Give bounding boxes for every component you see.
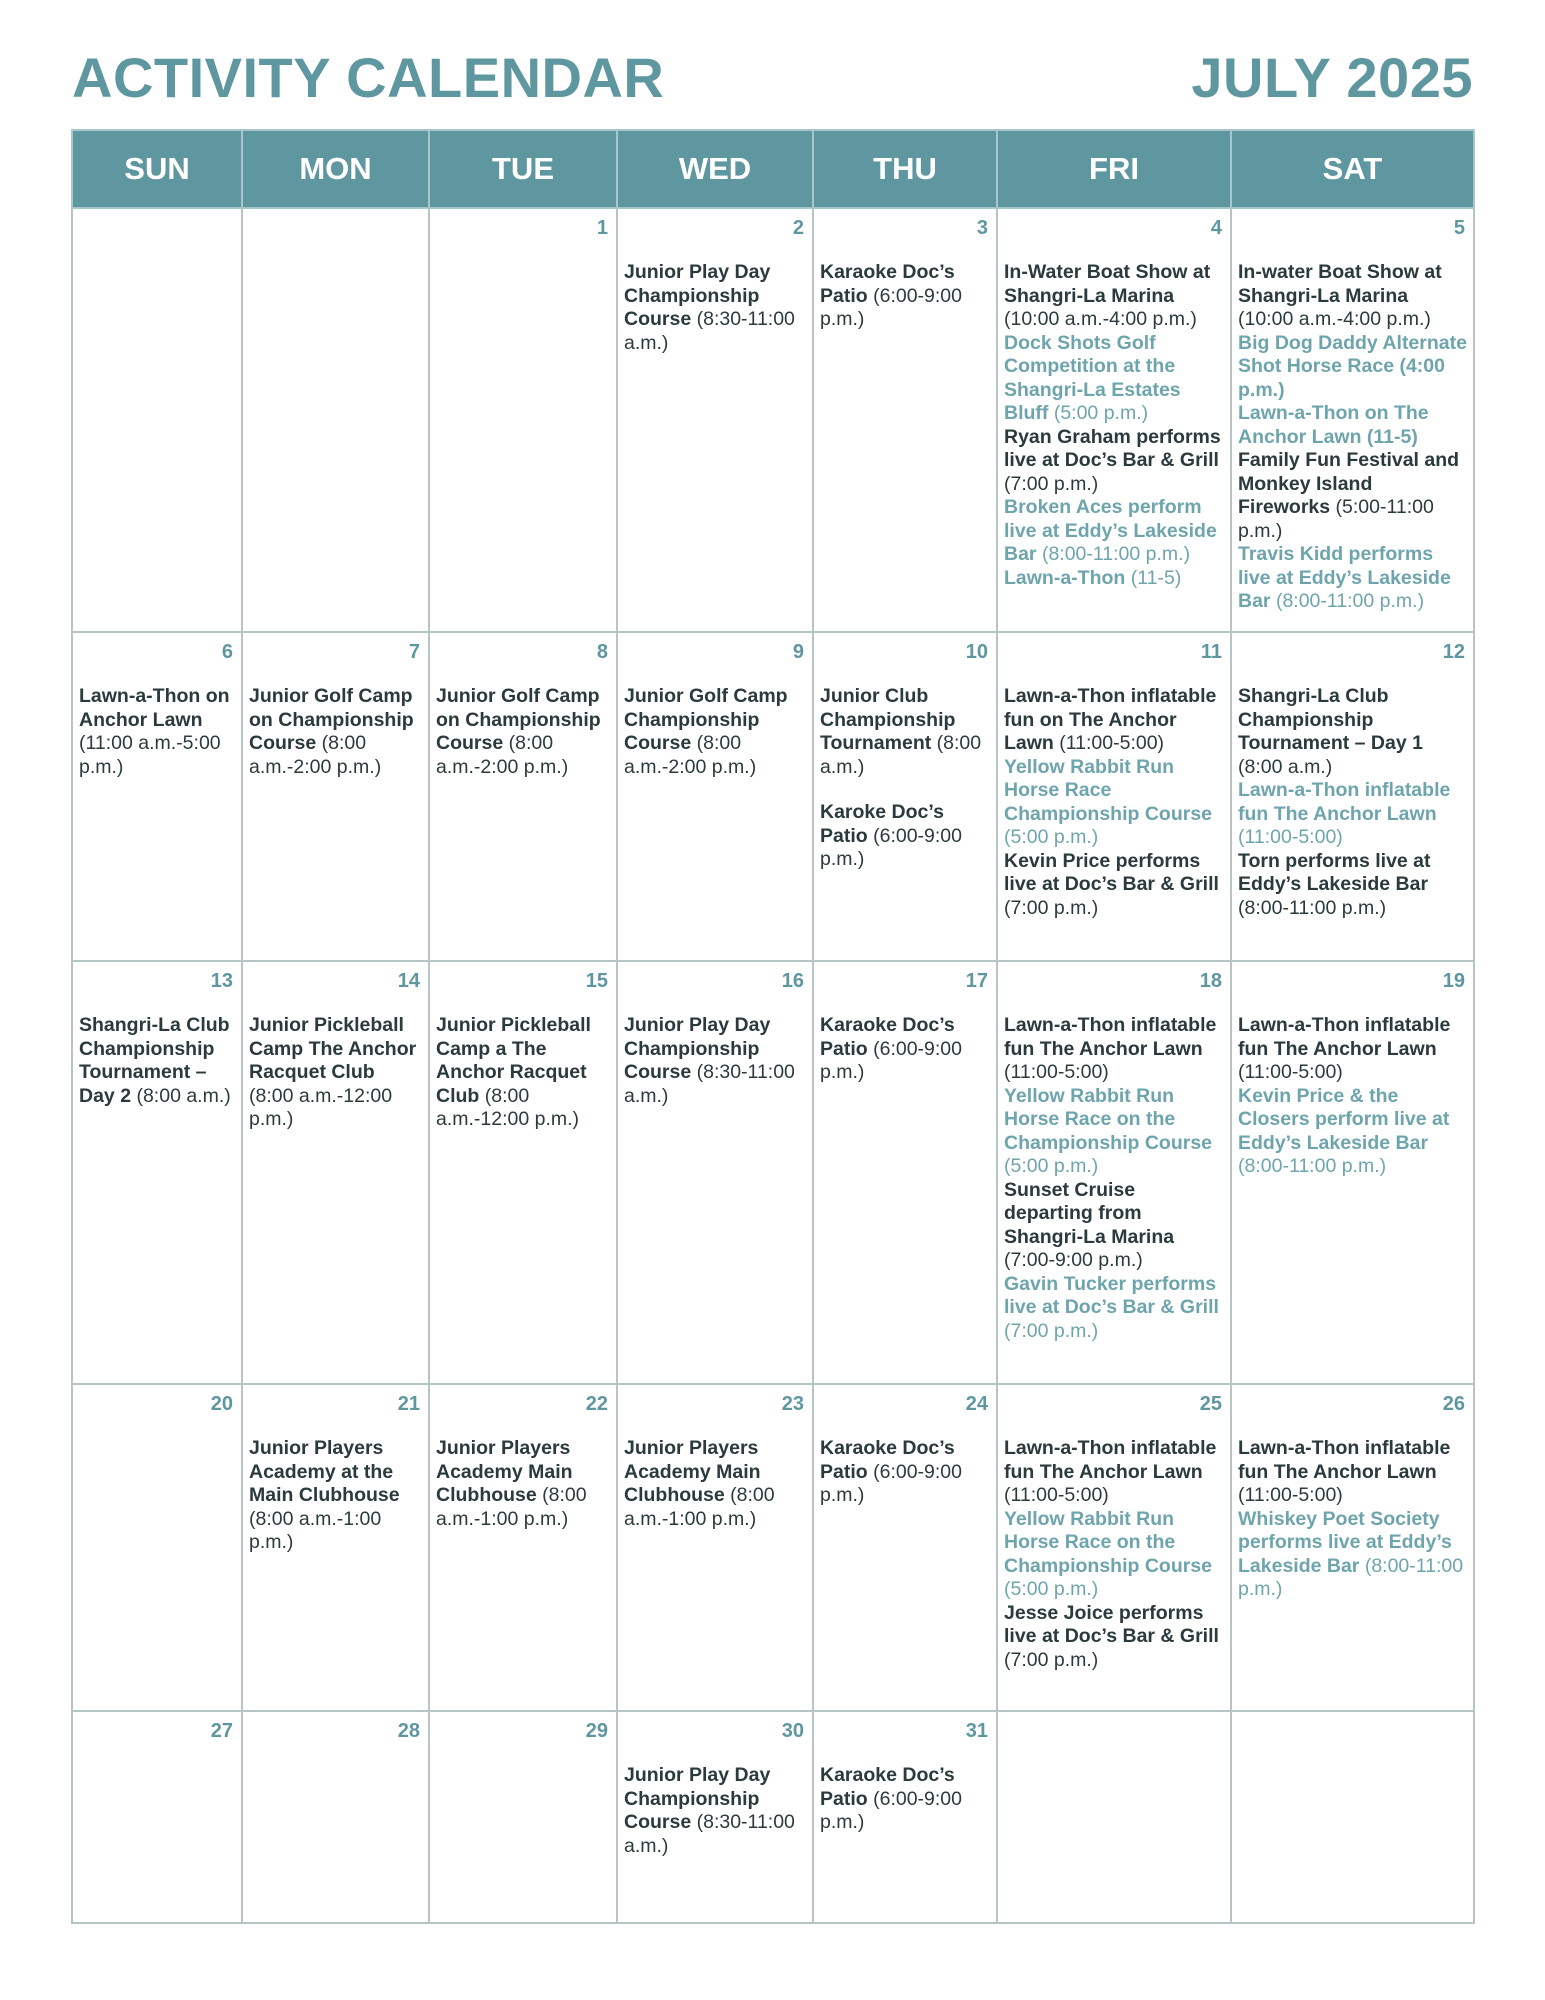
day-cell [617,1384,813,1711]
event-title: Karoke Doc’s Patio [820,801,944,847]
day-number: 31 [965,1720,988,1742]
day-number: 25 [1199,1393,1222,1415]
weekday-tue: TUE [429,130,617,208]
event-time: (8:00 a.m.-1:00 p.m.) [436,1484,587,1530]
day-number: 13 [210,970,233,992]
event-title: Junior Players Academy Main Clubhouse [436,1437,573,1506]
calendar-event [1238,779,1467,850]
calendar-event [1004,1437,1224,1508]
event-title: Lawn-a-Thon inflatable fun on The Anchor Lawn [1004,685,1217,754]
day-cell [813,632,997,961]
calendar-event [624,1764,806,1858]
day-cell [1231,632,1474,961]
event-time: (5:00-11:00 p.m.) [1238,496,1434,542]
event-title: Torn performs live at Eddy’s Lakeside Bar [1238,849,1431,895]
event-time: (8:30-11:00 a.m.) [624,1061,795,1107]
day-cell [617,1711,813,1923]
event-title: Lawn-a-Thon inflatable fun The Anchor Lawn [1238,779,1451,825]
calendar-event [624,261,806,355]
event-time: (6:00-9:00 p.m.) [820,1460,963,1506]
event-title: Lawn-a-Thon inflatable fun The Anchor Lawn [1238,1014,1451,1060]
event-title: Junior Play Day Championship Course [624,1764,771,1833]
day-number: 23 [781,1393,804,1415]
calendar-event [79,1014,235,1108]
day-number: 3 [976,217,988,239]
event-time: (7:00 p.m.) [1004,896,1099,919]
day-cell [72,961,242,1384]
calendar-event [249,685,422,779]
event-time: (11:00-5:00) [1059,732,1165,754]
event-time: (8:00-11:00 p.m.) [1041,543,1191,565]
event-time: (8:00-11:00 p.m.) [1238,1155,1387,1177]
calendar-event [820,261,990,332]
event-time: (10:00 a.m.-4:00 p.m.) [1238,308,1431,330]
calendar-event [436,1437,610,1531]
weekday-thu: THU [813,130,997,208]
day-number: 21 [397,1393,420,1415]
weekday-wed: WED [617,130,813,208]
day-number: 24 [965,1393,988,1415]
day-cell [429,1384,617,1711]
calendar-event [436,1014,610,1132]
event-title: Lawn-a-Thon inflatable fun The Anchor Lawn [1004,1014,1217,1060]
event-time: (6:00-9:00 p.m.) [820,1037,963,1083]
day-cell [429,961,617,1384]
day-cell [617,632,813,961]
event-time: (8:00 a.m.) [820,732,982,778]
calendar-grid [71,129,1475,1924]
event-title: Family Fun Festival and Monkey Island Fireworks [1238,449,1460,518]
event-title: Junior Pickleball Camp The Anchor Racquet Club [249,1014,417,1083]
event-time: (11:00-5:00) [1238,826,1343,848]
day-cell [429,632,617,961]
event-title: In-Water Boat Show at Shangri-La Marina [1004,261,1211,307]
calendar-event [1004,850,1224,921]
calendar-week-row [72,1711,1474,1923]
event-title: Lawn-a-Thon inflatable fun The Anchor Lawn [1238,1437,1451,1483]
event-time: (6:00-9:00 p.m.) [820,1787,963,1833]
event-time: (8:00 a.m.) [1238,755,1333,778]
calendar-event [79,685,235,779]
calendar-event [820,1764,990,1835]
event-title: Junior Play Day Championship Course [624,1014,771,1083]
event-title: Karaoke Doc’s Patio [820,1437,955,1483]
weekday-sun: SUN [72,130,242,208]
day-number: 1 [596,217,608,239]
calendar-event [1004,1602,1224,1673]
day-cell [1231,961,1474,1384]
event-time: (11:00-5:00) [1238,1484,1343,1506]
day-number: 26 [1442,1393,1465,1415]
event-title: Junior Club Championship Tournament [820,685,956,754]
calendar-event [1004,1179,1224,1273]
day-cell [429,208,617,632]
event-title: Lawn-a-Thon on The Anchor Lawn (11-5) [1238,402,1429,448]
event-time: (11:00-5:00) [1238,1061,1343,1083]
day-number: 18 [1199,970,1222,992]
event-time: (11:00-5:00) [1004,1484,1109,1506]
calendar-event [1004,1085,1224,1179]
event-time: (8:00 a.m.-2:00 p.m.) [436,732,569,778]
day-cell [813,961,997,1384]
event-title: Shangri-La Club Championship Tournament – Day 2 [79,1014,230,1107]
calendar-event [820,801,990,872]
day-number: 8 [596,641,608,663]
calendar-title: ACTIVITY CALENDAR [72,46,665,109]
day-number: 10 [965,641,988,663]
calendar-event [1004,426,1224,497]
empty-day-cell [997,1711,1231,1923]
event-title: Kevin Price performs live at Doc’s Bar & Grill [1004,849,1219,895]
event-time: (7:00 p.m.) [1004,472,1099,495]
calendar-event [436,685,610,779]
calendar-event [1238,850,1467,921]
calendar-event [1238,1508,1467,1602]
calendar-month: JULY 2025 [1191,46,1473,109]
event-time: (8:00 a.m.) [136,1084,231,1107]
day-cell [242,961,429,1384]
day-number: 5 [1453,217,1465,239]
calendar-event [820,1437,990,1508]
day-cell [997,208,1231,632]
day-number: 30 [781,1720,804,1742]
day-number: 20 [210,1393,233,1415]
day-number: 9 [792,641,804,663]
event-time: (8:00-11:00 p.m.) [1275,590,1425,612]
empty-day-cell [1231,1711,1474,1923]
calendar-event [1004,332,1224,426]
event-time: (8:30-11:00 a.m.) [624,1811,795,1857]
day-cell [813,1711,997,1923]
event-time: (11:00 a.m.-5:00 p.m.) [79,732,221,778]
event-title: Karaoke Doc’s Patio [820,261,955,307]
calendar-event [1238,1014,1467,1085]
day-number: 16 [781,970,804,992]
event-title: Big Dog Daddy Alternate Shot Horse Race (4:00 p.m.) [1238,331,1467,401]
calendar-week-row [72,208,1474,632]
day-number: 17 [965,970,988,992]
day-cell [813,1384,997,1711]
calendar-event [1238,261,1467,332]
day-number: 27 [210,1720,233,1742]
day-cell [617,208,813,632]
event-time: (8:00-11:00 p.m.) [1238,896,1387,919]
weekday-mon: MON [242,130,429,208]
event-time: (5:00 p.m.) [1004,1155,1099,1177]
calendar-week-row [72,1384,1474,1711]
calendar-event [1238,332,1467,403]
event-time: (7:00-9:00 p.m.) [1004,1249,1143,1271]
day-cell [997,632,1231,961]
calendar-event [1238,402,1467,449]
event-title: Gavin Tucker performs live at Doc’s Bar & Grill [1004,1272,1219,1318]
event-title: Kevin Price & the Closers perform live at Eddy’s Lakeside Bar [1238,1084,1450,1154]
calendar-event [624,685,806,779]
event-title: Shangri-La Club Championship Tournament – Day 1 [1238,685,1423,754]
weekday-fri: FRI [997,130,1231,208]
day-number: 19 [1442,970,1465,992]
event-title: Travis Kidd performs live at Eddy’s Lakeside Bar [1238,543,1451,612]
event-title: Whiskey Poet Society performs live at Eddy’s Lakeside Bar [1238,1507,1452,1577]
event-time: (11-5) [1130,566,1182,589]
day-number: 7 [408,641,420,663]
day-number: 11 [1200,641,1222,663]
event-time: (7:00 p.m.) [1004,1319,1099,1342]
event-title: Jesse Joice performs live at Doc’s Bar & Grill [1004,1601,1219,1647]
event-time: (8:00 a.m.-12:00 p.m.) [436,1084,580,1130]
weekday-header-row [72,130,1474,208]
empty-day-cell [242,208,429,632]
event-time: (5:00 p.m.) [1004,1578,1099,1600]
calendar-event [1238,1437,1467,1508]
event-title: Yellow Rabbit Run Horse Race on the Championship Course [1004,1084,1213,1154]
calendar-event [1238,1085,1467,1179]
day-cell [1231,208,1474,632]
event-time: (11:00-5:00) [1004,1061,1109,1083]
event-title: Sunset Cruise departing from Shangri-La Marina [1004,1178,1175,1248]
event-time: (5:00 p.m.) [1004,826,1099,848]
calendar-event [820,685,990,779]
day-number: 15 [585,970,608,992]
calendar-event [1004,261,1224,332]
event-time: (8:00 a.m.-1:00 p.m.) [624,1484,775,1530]
day-number: 29 [585,1720,608,1742]
day-cell [72,1384,242,1711]
event-title: Karaoke Doc’s Patio [820,1014,955,1060]
day-cell [1231,1384,1474,1711]
day-cell [72,1711,242,1923]
calendar-event [624,1014,806,1108]
calendar-event [624,1437,806,1531]
calendar-week-row [72,632,1474,961]
event-title: Broken Aces perform live at Eddy’s Lakeside Bar [1004,496,1217,565]
event-title: Junior Golf Camp on Championship Course [436,685,601,754]
calendar-event [249,1014,422,1132]
event-time: (8:00 a.m.-1:00 p.m.) [249,1507,382,1553]
day-cell [242,632,429,961]
day-number: 2 [792,217,804,239]
calendar-event [1004,756,1224,850]
day-number: 22 [585,1393,608,1415]
event-time: (5:00 p.m.) [1053,402,1149,424]
event-time: (6:00-9:00 p.m.) [820,824,963,870]
calendar-event [820,1014,990,1085]
day-cell [72,632,242,961]
day-number: 4 [1210,217,1222,239]
event-time: (10:00 a.m.-4:00 p.m.) [1004,308,1197,330]
calendar-event [1004,1014,1224,1085]
calendar-week-row [72,961,1474,1384]
event-title: Lawn-a-Thon inflatable fun The Anchor Lawn [1004,1437,1217,1483]
day-number: 28 [397,1720,420,1742]
event-title: Ryan Graham performs live at Doc’s Bar & Grill [1004,425,1221,471]
day-cell [242,1711,429,1923]
event-title: Junior Players Academy at the Main Clubhouse [249,1437,400,1506]
day-cell [242,1384,429,1711]
event-time: (8:00 a.m.-2:00 p.m.) [624,732,757,778]
day-number: 14 [397,970,420,992]
event-title: Karaoke Doc’s Patio [820,1764,955,1810]
calendar-event [1004,1273,1224,1344]
event-time: (6:00-9:00 p.m.) [820,284,963,330]
event-title: Lawn-a-Thon [1004,566,1126,589]
day-number: 6 [221,641,233,663]
day-number: 12 [1442,641,1465,663]
event-title: Lawn-a-Thon on Anchor Lawn [79,685,230,731]
calendar-event [1004,1508,1224,1602]
weekday-sat: SAT [1231,130,1474,208]
event-title: Junior Players Academy Main Clubhouse [624,1437,761,1506]
day-cell [997,961,1231,1384]
day-cell [813,208,997,632]
calendar-event [1004,496,1224,567]
event-title: In-water Boat Show at Shangri-La Marina [1238,261,1442,307]
event-time: (8:30-11:00 a.m.) [624,308,795,354]
day-cell [429,1711,617,1923]
calendar-event [249,1437,422,1555]
calendar-event [1004,685,1224,756]
event-title: Yellow Rabbit Run Horse Race on the Championship Course [1004,1507,1213,1577]
event-title: Junior Golf Camp on Championship Course [249,685,414,754]
day-cell [997,1384,1231,1711]
event-title: Yellow Rabbit Run Horse Race Championship Course [1004,755,1213,825]
event-title: Junior Golf Camp Championship Course [624,685,788,754]
event-time: (8:00-11:00 p.m.) [1238,1554,1464,1600]
day-cell [617,961,813,1384]
calendar-event [1238,449,1467,543]
event-time: (7:00 p.m.) [1004,1648,1099,1671]
event-title: Junior Pickleball Camp a The Anchor Racquet Club [436,1014,591,1107]
calendar-event [1238,543,1467,614]
calendar-event [1004,567,1224,591]
event-title: Dock Shots Golf Competition at the Shangri-La Estates Bluff [1004,331,1181,424]
event-time: (8:00 a.m.-2:00 p.m.) [249,732,382,778]
event-time: (8:00 a.m.-12:00 p.m.) [249,1084,393,1130]
calendar-event [1238,685,1467,779]
event-title: Junior Play Day Championship Course [624,261,771,330]
empty-day-cell [72,208,242,632]
